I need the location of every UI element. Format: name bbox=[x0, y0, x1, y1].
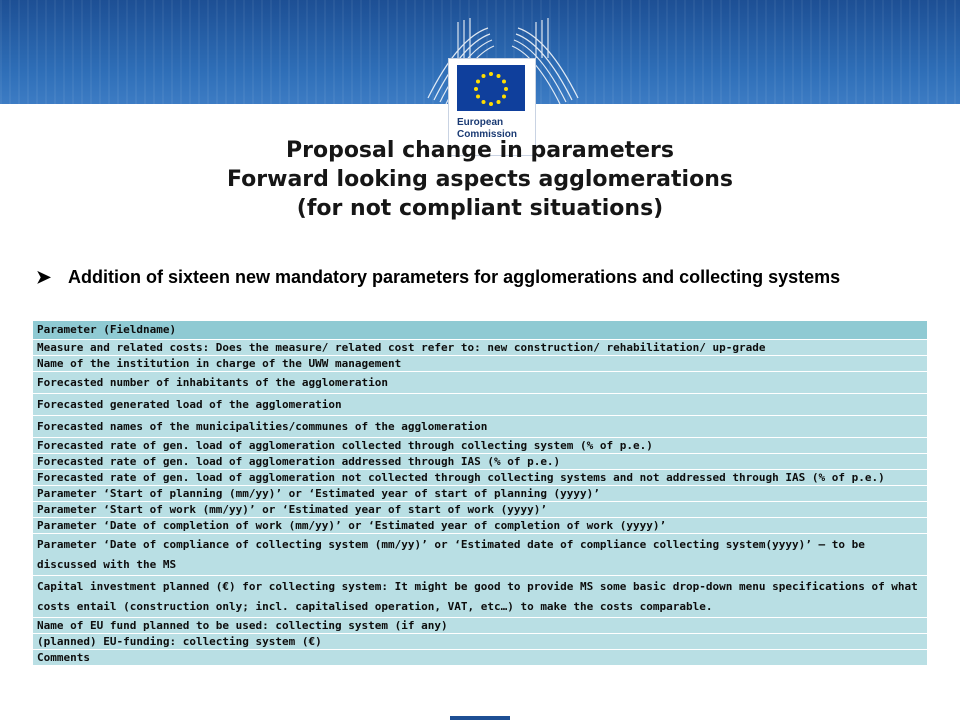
table-cell: Name of the institution in charge of the UWW management bbox=[33, 356, 928, 372]
table-cell: Forecasted number of inhabitants of the agglomeration bbox=[33, 372, 928, 394]
table-cell: Forecasted rate of gen. load of agglomeration not collected through collecting systems and not addressed through IAS (% of p.e.) bbox=[33, 470, 928, 486]
table-row bbox=[33, 502, 928, 518]
european-commission-logo bbox=[418, 18, 588, 140]
table-cell: Parameter ‘Date of completion of work (mm/yy)’ or ‘Estimated year of completion of work (yyyy)’ bbox=[33, 518, 928, 534]
table-row bbox=[33, 518, 928, 534]
table-cell: Forecasted rate of gen. load of agglomeration addressed through IAS (% of p.e.) bbox=[33, 454, 928, 470]
slide-title bbox=[0, 136, 960, 223]
table-row bbox=[33, 372, 928, 394]
table-row bbox=[33, 454, 928, 470]
table-row bbox=[33, 618, 928, 634]
logo-line-commission: Commission bbox=[457, 129, 518, 140]
table-cell: Comments bbox=[33, 650, 928, 666]
table-row bbox=[33, 470, 928, 486]
title-line-1: Proposal change in parameters bbox=[285, 138, 674, 163]
title-line-3: (for not compliant situations) bbox=[296, 196, 664, 221]
table-row bbox=[33, 394, 928, 416]
table-row bbox=[33, 438, 928, 454]
table-cell: Forecasted rate of gen. load of agglomeration collected through collecting system (% of p.e.) bbox=[33, 438, 928, 454]
table-cell: Forecasted names of the municipalities/communes of the agglomeration bbox=[33, 416, 928, 438]
eu-flag-icon bbox=[457, 65, 525, 111]
parameters-table bbox=[32, 320, 928, 666]
table-row bbox=[33, 356, 928, 372]
table-row bbox=[33, 416, 928, 438]
bullet-text: Addition of sixteen new mandatory parameters for agglomerations and collecting systems bbox=[68, 267, 841, 287]
footer-accent bbox=[450, 716, 510, 720]
arrow-bullet-icon: ➤ bbox=[36, 267, 52, 287]
table-header-row bbox=[33, 321, 928, 340]
table-cell: Parameter ‘Start of work (mm/yy)’ or ‘Estimated year of start of work (yyyy)’ bbox=[33, 502, 928, 518]
table-cell: Name of EU fund planned to be used: collecting system (if any) bbox=[33, 618, 928, 634]
table-row bbox=[33, 650, 928, 666]
table-cell: Parameter ‘Start of planning (mm/yy)’ or ‘Estimated year of start of planning (yyyy)’ bbox=[33, 486, 928, 502]
table-cell: (planned) EU-funding: collecting system (€) bbox=[33, 634, 928, 650]
table-row bbox=[33, 534, 928, 576]
table-header-cell: Parameter (Fieldname) bbox=[33, 321, 928, 340]
table-row bbox=[33, 576, 928, 618]
table-row bbox=[33, 340, 928, 356]
table-cell: Capital investment planned (€) for collecting system: It might be good to provide MS some basic drop-down menu specifications of what costs entail (construction only; incl. capitalised operation, VAT, etc…) to make the costs comparable. bbox=[33, 576, 928, 618]
table-row bbox=[33, 486, 928, 502]
logo-line-european: European bbox=[457, 117, 504, 128]
title-line-2: Forward looking aspects agglomerations bbox=[227, 167, 733, 192]
table-cell: Measure and related costs: Does the measure/ related cost refer to: new construction/ rehabilitation/ up-grade bbox=[33, 340, 928, 356]
table-cell: Forecasted generated load of the agglomeration bbox=[33, 394, 928, 416]
table-row bbox=[33, 634, 928, 650]
table-cell: Parameter ‘Date of compliance of collecting system (mm/yy)’ or ‘Estimated date of compliance collecting system(yyyy)’ – to be discussed with the MS bbox=[33, 534, 928, 576]
